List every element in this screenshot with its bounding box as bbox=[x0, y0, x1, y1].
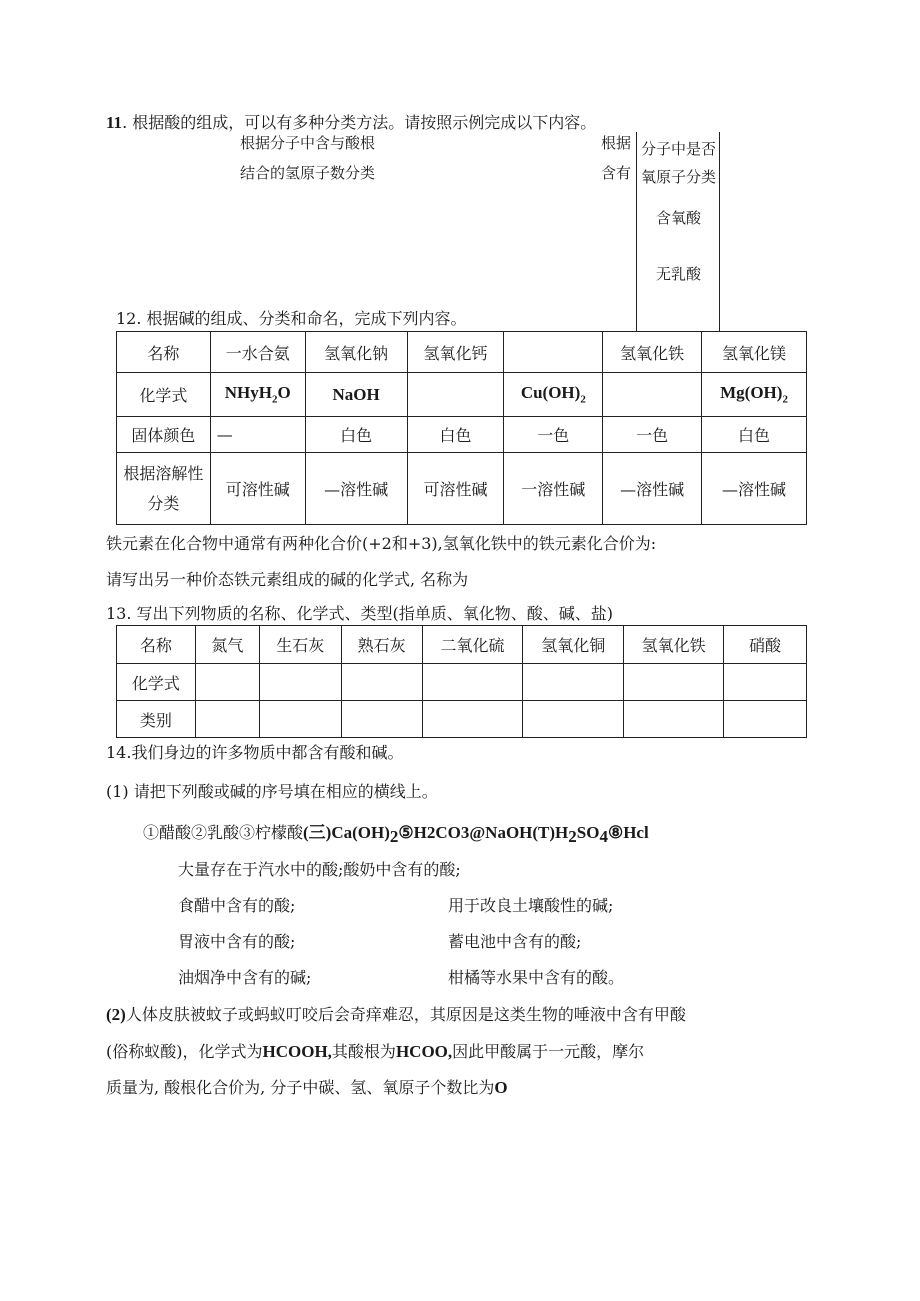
q14-line-c-left: 胃液中含有的酸; bbox=[178, 932, 296, 951]
formula-cell: $Cu(OH)_2$ bbox=[504, 373, 603, 417]
table-cell: 一溶性碱 bbox=[504, 453, 603, 525]
q13-title: 13. 写出下列物质的名称、化学式、类型(指单质、氧化物、酸、碱、盐) bbox=[106, 604, 614, 623]
table-row bbox=[117, 417, 807, 453]
q12-row-label: 名称 bbox=[117, 332, 211, 373]
table-row bbox=[117, 701, 807, 738]
table-cell: 氢氧化铁 bbox=[603, 332, 702, 373]
q14-line-b-left: 食醋中含有的酸; bbox=[178, 896, 296, 915]
formula-cell: NaOH bbox=[305, 373, 407, 417]
table-cell-blank bbox=[603, 373, 702, 417]
q11-number: 11 bbox=[106, 113, 123, 132]
table-cell: 熟石灰 bbox=[341, 626, 422, 664]
table-cell: 氢氧化铁 bbox=[624, 626, 724, 664]
q11-box-left-border bbox=[636, 132, 637, 332]
table-cell: 二氧化硫 bbox=[422, 626, 523, 664]
q14-part2-line2: (俗称蚁酸)，化学式为HCOOH,其酸根为HCOO,因此甲酸属于一元酸，摩尔 bbox=[106, 1042, 645, 1061]
q11-right-line2: 氧原子分类 bbox=[641, 168, 717, 186]
table-cell: 氢氧化钠 bbox=[305, 332, 407, 373]
table-cell: 白色 bbox=[407, 417, 504, 453]
formula-cell: NHyH$_2$O bbox=[210, 373, 305, 417]
table-cell: 可溶性碱 bbox=[210, 453, 305, 525]
answer-cell[interactable] bbox=[259, 701, 341, 738]
q11-right-line1: 分子中是否 bbox=[641, 140, 717, 158]
q14-line-d-right: 柑橘等水果中含有的酸。 bbox=[448, 968, 625, 987]
table-cell: 一水合氨 bbox=[210, 332, 305, 373]
table-row bbox=[117, 453, 807, 525]
q11-right-item2: 无乳酸 bbox=[656, 265, 702, 283]
table-cell: 可溶性碱 bbox=[407, 453, 504, 525]
formula-cell: $Mg(OH)_2$ bbox=[702, 373, 807, 417]
table-cell: 白色 bbox=[305, 417, 407, 453]
q12-note-line1: 铁元素在化合物中通常有两种化合价(+2和+3),氢氧化铁中的铁元素化合价为: bbox=[106, 534, 657, 553]
table-cell: —溶性碱 bbox=[603, 453, 702, 525]
answer-cell[interactable] bbox=[341, 664, 422, 701]
q13-substance-table bbox=[116, 625, 807, 738]
table-cell: 一色 bbox=[504, 417, 603, 453]
table-cell: —溶性碱 bbox=[702, 453, 807, 525]
q14-line-a: 大量存在于汽水中的酸;酸奶中含有的酸; bbox=[178, 860, 461, 879]
table-cell-blank bbox=[504, 332, 603, 373]
q14-part1: (1) 请把下列酸或碱的序号填在相应的横线上。 bbox=[106, 782, 438, 801]
q11-left-line1: 根据分子中含与酸根 bbox=[240, 134, 376, 152]
q14-line-d-left: 油烟净中含有的碱; bbox=[178, 968, 312, 987]
q11-title: 11. 根据酸的组成，可以有多种分类方法。请按照示例完成以下内容。 bbox=[106, 113, 597, 132]
table-cell: 白色 bbox=[702, 417, 807, 453]
q12-row-label: 根据溶解性 分类 bbox=[117, 453, 211, 525]
answer-cell[interactable] bbox=[724, 664, 807, 701]
table-cell: 氮气 bbox=[195, 626, 259, 664]
q13-row-label: 名称 bbox=[117, 626, 196, 664]
q14-part2-line3: 质量为, 酸根化合价为, 分子中碳、氢、氧原子个数比为O bbox=[106, 1078, 508, 1097]
answer-cell[interactable] bbox=[624, 701, 724, 738]
answer-cell[interactable] bbox=[523, 701, 624, 738]
table-cell: —溶性碱 bbox=[305, 453, 407, 525]
table-row bbox=[117, 373, 807, 417]
answer-cell[interactable] bbox=[724, 701, 807, 738]
answer-cell[interactable] bbox=[422, 701, 523, 738]
answer-cell[interactable] bbox=[195, 664, 259, 701]
q12-base-table bbox=[116, 331, 807, 525]
q14-title: 14.我们身边的许多物质中都含有酸和碱。 bbox=[106, 743, 404, 762]
q12-row-label: 化学式 bbox=[117, 373, 211, 417]
q11-mid-line2: 含有 bbox=[601, 164, 632, 182]
q14-line-b-right: 用于改良土壤酸性的碱; bbox=[448, 896, 614, 915]
answer-cell[interactable] bbox=[341, 701, 422, 738]
answer-cell[interactable] bbox=[195, 701, 259, 738]
q11-mid-line1: 根据 bbox=[601, 134, 632, 152]
table-cell: 氢氧化镁 bbox=[702, 332, 807, 373]
answer-cell[interactable] bbox=[422, 664, 523, 701]
q12-note-line2: 请写出另一种价态铁元素组成的碱的化学式, 名称为 bbox=[106, 570, 469, 589]
table-cell: 氢氧化钙 bbox=[407, 332, 504, 373]
q12-row-label: 固体颜色 bbox=[117, 417, 211, 453]
q14-part2-line1: (2)人体皮肤被蚊子或蚂蚁叮咬后会奇痒难忍，其原因是这类生物的唾液中含有甲酸 bbox=[106, 1005, 686, 1024]
table-cell: 氢氧化铜 bbox=[523, 626, 624, 664]
q14-options: ①醋酸②乳酸③柠檬酸(三)$Ca(OH)_2⑤H2CO3@NaOH(T)H_2SO_4⑧Hcl$ bbox=[143, 823, 649, 847]
table-cell: 硝酸 bbox=[724, 626, 807, 664]
table-cell: 一色 bbox=[603, 417, 702, 453]
answer-cell[interactable] bbox=[523, 664, 624, 701]
q13-row-label: 化学式 bbox=[117, 664, 196, 701]
q11-left-line2: 结合的氢原子数分类 bbox=[240, 164, 376, 182]
q11-box-right-border bbox=[719, 132, 720, 332]
table-cell: — bbox=[210, 417, 305, 453]
q12-title: 12. 根据碱的组成、分类和命名，完成下列内容。 bbox=[116, 309, 467, 328]
table-row bbox=[117, 626, 807, 664]
table-cell: 生石灰 bbox=[259, 626, 341, 664]
answer-cell[interactable] bbox=[624, 664, 724, 701]
q13-row-label: 类别 bbox=[117, 701, 196, 738]
table-row bbox=[117, 332, 807, 373]
table-row bbox=[117, 664, 807, 701]
table-cell-blank bbox=[407, 373, 504, 417]
answer-cell[interactable] bbox=[259, 664, 341, 701]
q14-line-c-right: 蓄电池中含有的酸; bbox=[448, 932, 582, 951]
q11-right-item1: 含氧酸 bbox=[656, 209, 702, 227]
